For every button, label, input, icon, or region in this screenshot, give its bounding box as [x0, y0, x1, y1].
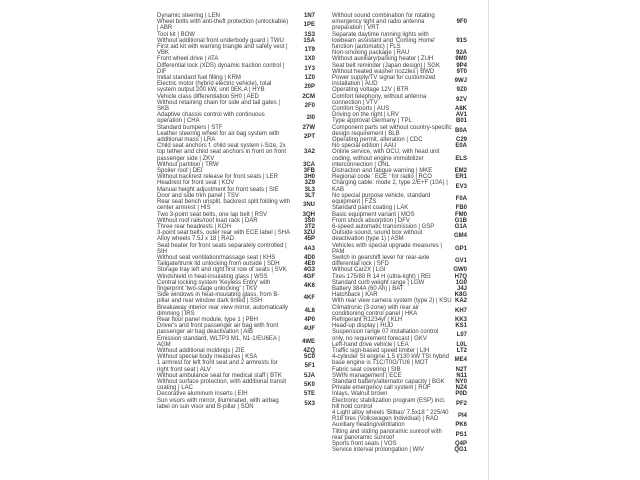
- option-description: Without Car2X | LGI: [332, 267, 386, 274]
- option-code: 5F1: [304, 363, 315, 370]
- option-description: Alloy wheels 7.5J x 18 | RAD: [157, 236, 234, 243]
- option-description: Comfort Sports | AUS: [332, 106, 390, 113]
- option-description: Standard curb weight range | LGW: [332, 279, 425, 286]
- option-description: No special purpose vehicle, standard equipment | FZS: [332, 192, 431, 206]
- option-description: Standard bumpers | STF: [157, 124, 223, 131]
- list-item: [157, 360, 315, 372]
- option-code: 2PT: [303, 133, 315, 140]
- option-description: Breakaway interior rear view mirror, automatically dimming | IRS: [157, 304, 289, 317]
- option-description: Refrigerant R1234yf | KLH: [332, 316, 403, 323]
- option-code: 5X3: [304, 400, 315, 407]
- option-code: 3NU: [302, 202, 315, 209]
- option-description: Tilting and sliding panoramic sunroof with rear panoramic sunroof: [332, 428, 442, 441]
- option-code: 3CA: [302, 161, 315, 168]
- option-description: Child seat anchors f. child seat system i-Size, 2x top tether and child seat anchors in front on front passenger side | ZKV: [157, 143, 287, 162]
- option-description: Without partition | TRW: [157, 161, 219, 168]
- list-item: [332, 149, 467, 168]
- option-description: Storage tray left and right first row of seats | SVK: [157, 267, 287, 274]
- option-description: Three rear headrests | KOH: [157, 223, 231, 230]
- option-code: L0L: [456, 341, 467, 348]
- option-description: Battery 384A (60 Ah) | BAT: [332, 285, 404, 292]
- option-description: Tires 175/80 R 14 H (ultra-light) | REI: [332, 273, 431, 280]
- list-item: [332, 329, 467, 341]
- option-code: 3S0: [304, 217, 315, 224]
- option-description: Without auxiliary/parking heater | ZUH: [332, 56, 434, 63]
- option-code: QG1: [454, 447, 467, 454]
- option-description: 6-speed automatic transmission | GSP: [332, 223, 435, 230]
- option-description: Auxiliary heating/ventilation: [332, 422, 405, 429]
- list-item: [157, 280, 315, 292]
- option-code: GV1: [454, 258, 467, 265]
- option-description: Comfort telephony, without antenna connection | VTV: [332, 93, 427, 106]
- option-description: Non-smoking package | RAU: [332, 50, 410, 57]
- option-code: J4J: [456, 285, 467, 292]
- option-code: 45P: [304, 236, 315, 243]
- list-item: [332, 125, 467, 137]
- option-description: SWIN management | ECE: [332, 372, 402, 379]
- option-code: 4P0: [304, 316, 315, 323]
- option-description: Distraction and fatigue warning | MKE: [332, 168, 433, 175]
- option-code: 3L3: [304, 186, 315, 193]
- option-description: Vehicles with special upgrade measures | PAM: [332, 242, 442, 255]
- option-description: 4 Light alloy wheels 'Bilbao' 7.5x18 " 225/40 R18 tires (Volkswagen Individual) | RAD: [332, 410, 449, 423]
- list-item: [332, 94, 467, 106]
- option-code: 4WE: [301, 338, 315, 345]
- option-code: 9WJ: [454, 78, 467, 85]
- option-code: EV3: [455, 183, 467, 190]
- list-item: [332, 180, 467, 192]
- option-description: Electric motor (hybrid electric vehicle), total system output 200 kW, unit 0EK.A | HYB: [157, 81, 272, 94]
- option-code: PF2: [455, 400, 467, 407]
- option-description: Traffic sign-based speed limiter | LIH: [332, 347, 430, 354]
- option-code: 91S: [456, 37, 467, 44]
- list-item: [157, 305, 315, 317]
- option-description: Driver's and front passenger air bag with front passenger air bag deactivation | AIB: [157, 323, 279, 336]
- option-code: 3LT: [304, 192, 315, 199]
- vertical-divider: [488, 0, 489, 480]
- option-code: G1A: [454, 223, 467, 230]
- options-column-right: [332, 13, 467, 453]
- option-description: Dynamic steering | LEN: [157, 13, 220, 19]
- option-code: L07: [456, 332, 467, 339]
- option-code: FM0: [455, 211, 467, 218]
- list-item: [157, 323, 315, 335]
- option-code: H7Q: [454, 273, 467, 280]
- option-code: KA2: [454, 298, 467, 305]
- options-column-left: [157, 13, 315, 410]
- option-code: P0D: [455, 391, 467, 398]
- option-description: Windshield in heat-insulating glass | WSS: [157, 273, 268, 280]
- option-description: Switch in gearshift lever for rear-axle differential lock | SFD: [332, 254, 430, 268]
- option-code: 5K0: [303, 382, 315, 389]
- option-code: 4L6: [304, 307, 315, 314]
- list-item: [157, 112, 315, 124]
- option-code: 9F0: [456, 19, 467, 26]
- option-description: Tailgate/trunk lid unlocking from outside | SDH: [157, 261, 280, 268]
- option-code: NZ4: [455, 385, 467, 392]
- option-description: No special edition | AAU: [332, 143, 397, 150]
- option-code: 3A2: [303, 149, 315, 156]
- option-description: Without special body measures | KSA: [157, 354, 258, 361]
- option-code: 4KF: [303, 295, 315, 302]
- option-description: Two 3-point seat belts, one lap belt | RSV: [157, 211, 267, 218]
- option-description: 1 armrest for left front seat and 2 armrests for right front seat | ALV: [157, 360, 278, 373]
- option-code: KS1: [455, 323, 467, 330]
- option-code: 9M0: [455, 56, 467, 63]
- option-code: 2I0: [306, 115, 315, 122]
- option-code: 1Z0: [304, 75, 315, 82]
- option-code: PK6: [455, 422, 467, 429]
- option-code: 9T0: [456, 68, 467, 75]
- option-description: Spoiler roof | DEI: [157, 168, 203, 175]
- option-code: 4ZQ: [303, 347, 315, 354]
- option-code: 3Z9: [304, 180, 315, 187]
- option-description: Side windows in heat-insulating glass, from B-pillar and rear window dark tinted | SSH: [157, 292, 280, 305]
- option-code: KH7: [454, 307, 467, 314]
- option-description: Without additional front underbody guard | TWU: [157, 37, 284, 44]
- list-item: [157, 44, 315, 56]
- option-description: Without sound combination for rotating emergency light and radio antenna preparation | VRT: [332, 13, 435, 32]
- option-description: Without additional moldings | ZIE: [157, 347, 245, 354]
- option-code: 5TE: [303, 391, 315, 398]
- option-code: 1N7: [303, 13, 315, 19]
- options-list: [157, 13, 467, 453]
- option-code: 1X0: [304, 56, 315, 63]
- list-item: [332, 75, 467, 87]
- list-item: [157, 131, 315, 143]
- option-description: Differential lock (XDS) dynamic traction control | DIF: [157, 62, 285, 75]
- option-description: 4-cylinder SI engine 1.5 l/130 kW TSI hybrid base engine is T1C/T0G/TU6 | MOT: [332, 354, 449, 367]
- option-description: Front shock absorption | DFV: [332, 217, 410, 224]
- option-code: ME4: [454, 357, 467, 364]
- option-code: ER1: [455, 174, 467, 181]
- option-description: Without retaining chain for side and tail gates | SKB: [157, 99, 280, 113]
- option-description: Online service, with OCU, with head unit coding, without engine immobilizer interconnection | ONL: [332, 149, 440, 168]
- option-code: 4UF: [303, 326, 315, 333]
- list-item: [332, 193, 467, 205]
- option-code: 1Y3: [304, 65, 315, 72]
- option-description: Basic equipment variant | MOS: [332, 211, 415, 218]
- option-description: Rear floor panel module, type 1 | PBH: [157, 316, 258, 323]
- option-code: 20P: [304, 84, 315, 91]
- option-code: E0A: [455, 143, 467, 150]
- option-description: Rear seat bench unsplit, backrest split folding with center armrest | HIS: [157, 199, 291, 212]
- option-description: Without backrest release for front seats | LER: [157, 174, 278, 181]
- option-description: Electronic stabilization program (ESP) incl. hill hold control: [332, 397, 446, 410]
- option-code: 92A: [455, 50, 467, 57]
- option-code: 5JA: [303, 372, 315, 379]
- list-item: [332, 243, 467, 255]
- option-description: Left-hand drive vehicle | LEA: [332, 341, 409, 348]
- option-code: 1PE: [303, 22, 315, 29]
- option-code: N11: [456, 372, 467, 379]
- option-code: GM4: [453, 233, 467, 240]
- option-code: 4G3: [303, 267, 315, 274]
- option-description: Standard paint coating | LAK: [332, 205, 409, 212]
- option-description: Private emergency call system | RUF: [332, 385, 431, 392]
- option-code: LT2: [456, 347, 467, 354]
- option-description: Vehicle class differentiation 5H0 | AED: [157, 93, 259, 100]
- option-code: 2CM: [302, 93, 315, 100]
- list-item: [332, 230, 467, 242]
- option-code: GP1: [454, 245, 467, 252]
- option-description: Hatchback | KAR: [332, 292, 378, 299]
- option-code: Q4P: [454, 441, 467, 448]
- option-code: 3T2: [304, 223, 315, 230]
- list-item: [157, 379, 315, 391]
- option-code: ELS: [455, 155, 467, 162]
- option-code: 9Z0: [456, 87, 467, 94]
- option-code: B01: [455, 118, 467, 125]
- option-description: Sports front seats | VOS: [332, 441, 397, 448]
- list-item: [157, 199, 315, 211]
- list-item: [332, 32, 467, 51]
- option-description: Separate daytime running lights with lowbeam assistant and 'Coming Home' function (automatic) | FLS: [332, 31, 436, 51]
- option-code: 2F0: [304, 102, 315, 109]
- option-description: Front wheel drive | ATA: [157, 56, 219, 63]
- list-item: [157, 143, 315, 162]
- option-code: 4E0: [304, 261, 315, 268]
- option-code: 4K6: [303, 282, 315, 289]
- option-description: First aid kit with warning triangle and safety vest | VBK: [157, 44, 288, 57]
- list-item: [332, 410, 467, 422]
- option-code: K8G: [454, 292, 467, 299]
- list-item: [332, 447, 467, 453]
- option-code: 27W: [302, 124, 315, 131]
- list-item: [157, 292, 315, 304]
- option-description: Central locking system 'Keyless Entry' with fingerprint 'two-stage unlocking' | TKV: [157, 279, 271, 292]
- option-code: GW0: [453, 267, 467, 274]
- option-code: 4A3: [303, 245, 315, 252]
- option-description: Service interval prolongation | WIV: [332, 447, 424, 454]
- option-code: 3ZU: [303, 230, 315, 237]
- option-description: Seat heater for front seats separately controlled | SIH: [157, 242, 287, 255]
- option-description: Fabric seat covering | SIB: [332, 366, 401, 373]
- option-description: Without surface protection, with additional transit coating | LAC: [157, 378, 287, 392]
- option-description: Charging cable: mode 2, type 2/E+F (10A) | KAB: [332, 180, 448, 193]
- option-code: A8K: [454, 106, 467, 113]
- list-item: [157, 336, 315, 348]
- option-code: 1T9: [304, 47, 315, 54]
- list-item: [157, 19, 315, 31]
- list-item: [332, 429, 467, 441]
- option-code: B0A: [454, 127, 467, 134]
- option-description: Driving on the right | LRV: [332, 112, 399, 119]
- list-item: [332, 398, 467, 410]
- option-code: N2T: [455, 366, 467, 373]
- list-item: [332, 354, 467, 366]
- option-description: Without heated washer nozzles | BWD: [332, 68, 435, 75]
- option-description: Suspension range 07 installation control only, no requirement forecast | GKV: [332, 329, 439, 342]
- option-description: Initial standard fuel filling | KRM: [157, 75, 241, 82]
- option-description: Decorative aluminum inserts | EIH: [157, 391, 248, 398]
- option-description: Standard battery/alternator capacity | BGK: [332, 378, 445, 385]
- option-description: Wheel bolts with anti-theft protection (unlockable) | ABR: [157, 19, 289, 32]
- option-description: Inlays, Walnut brown: [332, 391, 388, 398]
- list-item: [157, 81, 315, 93]
- list-item: [157, 243, 315, 255]
- option-code: NY0: [455, 378, 467, 385]
- option-description: Adaptive chassis control with continuous operation | CHA: [157, 112, 265, 125]
- option-description: Operating permit, alteration | CDC: [332, 137, 423, 144]
- option-code: 4D0: [303, 254, 315, 261]
- option-description: Headrest for front seat | KOV: [157, 180, 235, 187]
- option-code: AV1: [455, 112, 467, 119]
- option-description: Climatronic (3-zone) with rear air conditioning control panel | HKA: [332, 304, 420, 317]
- option-description: Without roof rails/roof load rack | DAR: [157, 217, 258, 224]
- list-item: [332, 255, 467, 267]
- option-code: C29: [455, 137, 467, 144]
- option-code: 3QH: [302, 211, 315, 218]
- option-code: 3FB: [303, 168, 315, 175]
- option-code: 5C0: [303, 354, 315, 361]
- list-item: [157, 100, 315, 112]
- option-description: Leather steering wheel for air bag system with additional mass | LRA: [157, 130, 280, 144]
- option-description: Operating voltage 12V | BTR: [332, 87, 409, 94]
- option-description: Without seat ventilation/massage seat | KHS: [157, 254, 276, 261]
- option-code: 9ZV: [455, 96, 467, 103]
- option-description: Seat belt reminder (Japan design) | SGK: [332, 62, 440, 69]
- option-description: Door and side trim panel | TSV: [157, 192, 239, 199]
- option-description: Power supply/TV signal for customized installation | AUD: [332, 75, 436, 88]
- option-description: Without ambulance seat for medical staff | BTK: [157, 372, 282, 379]
- option-code: 9P4: [456, 62, 467, 69]
- option-description: With rear view camera system (type 2) | KSU: [332, 298, 452, 305]
- option-code: KK3: [454, 316, 467, 323]
- option-code: 4GF: [303, 273, 315, 280]
- option-code: G1B: [454, 217, 467, 224]
- list-item: [157, 398, 315, 410]
- option-description: Component parts set without country-specific design requirement | BLB: [332, 124, 452, 137]
- list-item: [157, 63, 315, 75]
- option-code: 1S3: [304, 31, 315, 38]
- option-description: Head-up display | HUD: [332, 323, 394, 330]
- option-code: 3H0: [303, 174, 315, 181]
- option-code: FB0: [455, 205, 467, 212]
- option-description: Sun visors with mirror, illuminated, with airbag label on sun visor and B-pillar | SON: [157, 397, 279, 410]
- option-description: Manual height adjustment for front seats | SIE: [157, 186, 279, 193]
- option-description: Emission standard, WLTP3 M1, N1-1/EU6EA | AGM: [157, 335, 280, 348]
- option-code: EM2: [454, 168, 467, 175]
- option-code: 1G0: [455, 279, 467, 286]
- option-description: 3-point seat belts, outer rear with ECE label | SHA: [157, 230, 290, 237]
- list-item: [332, 13, 467, 32]
- option-description: Type approval Germany | TPL: [332, 118, 412, 125]
- list-item: [332, 305, 467, 317]
- option-description: Tool kit | BOW: [157, 31, 195, 38]
- option-code: PI4: [457, 413, 467, 420]
- option-code: PS1: [455, 431, 467, 438]
- option-description: Outside sound, sound box without deactivation (type 1) | ASM: [332, 230, 423, 243]
- option-code: 1SA: [303, 37, 315, 44]
- option-description: Regional code ' ECE ' for radio | RCO: [332, 174, 432, 181]
- option-code: F0A: [455, 195, 467, 202]
